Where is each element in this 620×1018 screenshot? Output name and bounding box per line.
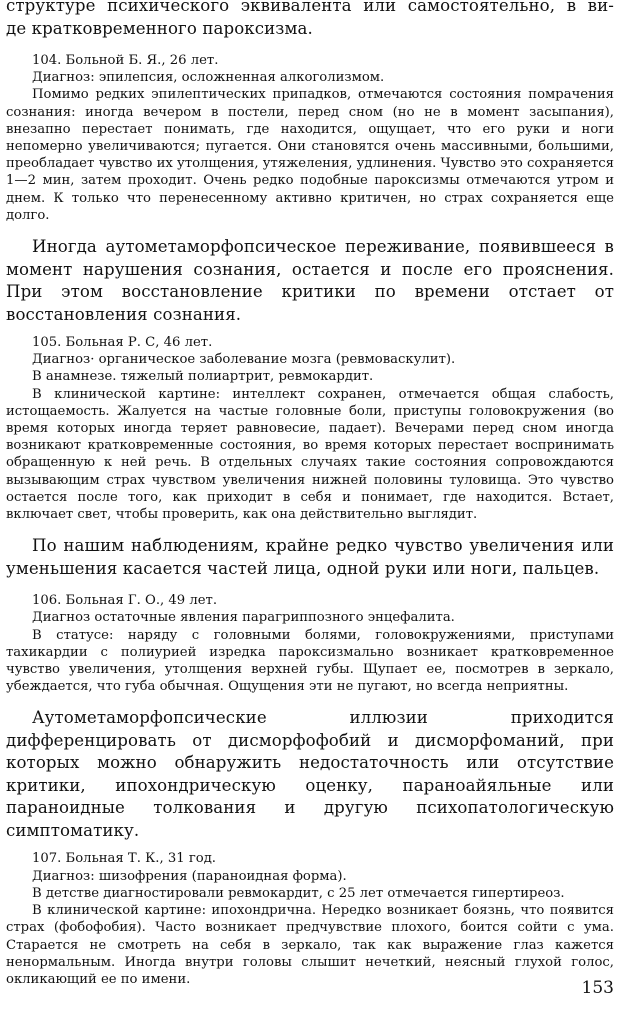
- case-diagnosis: Диагноз· органическое заболевание мозга (ревмоваскулит).: [32, 352, 456, 368]
- book-page: [6, 0, 614, 1018]
- case-header: 105. Больная Р. С, 46 лет.: [32, 335, 213, 351]
- case-header: 107. Больная Т. К., 31 год.: [32, 851, 217, 867]
- intro-line-2: де кратковременного пароксизма.: [6, 18, 313, 38]
- case-text: В клинической картине: ипохондрична. Нередко возникает боязнь, что появится страх (фобофобия). Часто возникает предчувствие плохого, боится сойти с ума. Старается не смотреть на себя в зеркало, так как выражение глаз кажется ненормальным. Иногда внутри головы слышит нечеткий, неясный глухой голос, окликающий ее по имени.: [6, 903, 614, 987]
- intro-line-1: структуре психического эквивалента или самостоятельно, в ви-: [6, 0, 614, 15]
- case-header: 106. Больная Г. О., 49 лет.: [32, 593, 218, 609]
- case-text: В статусе: наряду с головными болями, головокружениями, приступами тахикардии с полиурией изредка пароксизмально возникает кратковременное чувство увеличения, утолщения верхней губы. Щупает ее, посмотрев в зеркало, убеждается, что губа обычная. Ощущения эти не пугают, но всегда неприятны.: [6, 627, 614, 695]
- case-header: 104. Больной Б. Я., 26 лет.: [32, 53, 219, 68]
- paragraph-differentiation: Аутометаморфопсические иллюзии приходится дифференцировать от дисморфофобий и дисморфоманий, при которых можно обнаружить недостаточность или отсутствие критики, ипохондрическую оценку, параноайяльные или параноидные толкования и другую психопатологическую симптоматику.: [6, 708, 614, 840]
- case-107: [6, 850, 614, 988]
- case-anamnesis: В анамнезе. тяжелый полиартрит, ревмокардит.: [32, 369, 374, 385]
- intro-paragraph: [6, 0, 614, 40]
- case-104: [6, 52, 614, 224]
- case-diagnosis: Диагноз: шизофрения (параноидная форма).: [32, 868, 347, 884]
- paragraph-restoration: Иногда аутометаморфопсическое переживание, появившееся в момент нарушения сознания, остается и после его прояснения. При этом восстановление критики по времени отстает от восстановления сознания.: [6, 237, 614, 324]
- case-diagnosis: Диагноз: эпилепсия, осложненная алкоголизмом.: [32, 70, 385, 86]
- case-106: [6, 592, 614, 695]
- case-text: Помимо редких эпилептических припадков, отмечаются состояния помрачения сознания: иногда вечером в постели, перед сном (но не в момент засыпания), внезапно перестает понимать, где находится, ощущает, что его руки и ноги непомерно увеличиваются; пугается. Они становятся очень массивными, большими, преобладает чувство их утолщения, утяжеления, удлинения. Чувство это сохраняется 1—2 мин, затем проходит. Очень редко подобные пароксизмы отмечаются утром и днем. К только что перенесенному активно критичен, но страх сохраняется еще долго.: [6, 87, 614, 223]
- case-childhood: В детстве диагностировали ревмокардит, с 25 лет отмечается гипертиреоз.: [32, 885, 565, 901]
- case-diagnosis: Диагноз остаточные явления парагриппозного энцефалита.: [32, 610, 455, 626]
- case-text: В клинической картине: интеллект сохранен, отмечается общая слабость, истощаемость. Жалуется на частые головные боли, приступы головокружения (во время которых иногда теряет равновесие, падает). Вечерами перед сном иногда возникают кратковременные состояния, во время которых перестает воспринимать обращенную к ней речь. В отдельных случаях такие состояния сопровождаются вызывающим страх чувством увеличения нижней половины туловища. Это чувство остается после того, как приходит в себя и понимает, где находится. Встает, включает свет, чтобы проверить, как она действительно выглядит.: [6, 386, 614, 523]
- page-number: 153: [581, 978, 614, 998]
- paragraph-observations: По нашим наблюдениям, крайне редко чувство увеличения или уменьшения касается частей лица, одной руки или ноги, пальцев.: [6, 536, 614, 578]
- case-105: [6, 334, 614, 523]
